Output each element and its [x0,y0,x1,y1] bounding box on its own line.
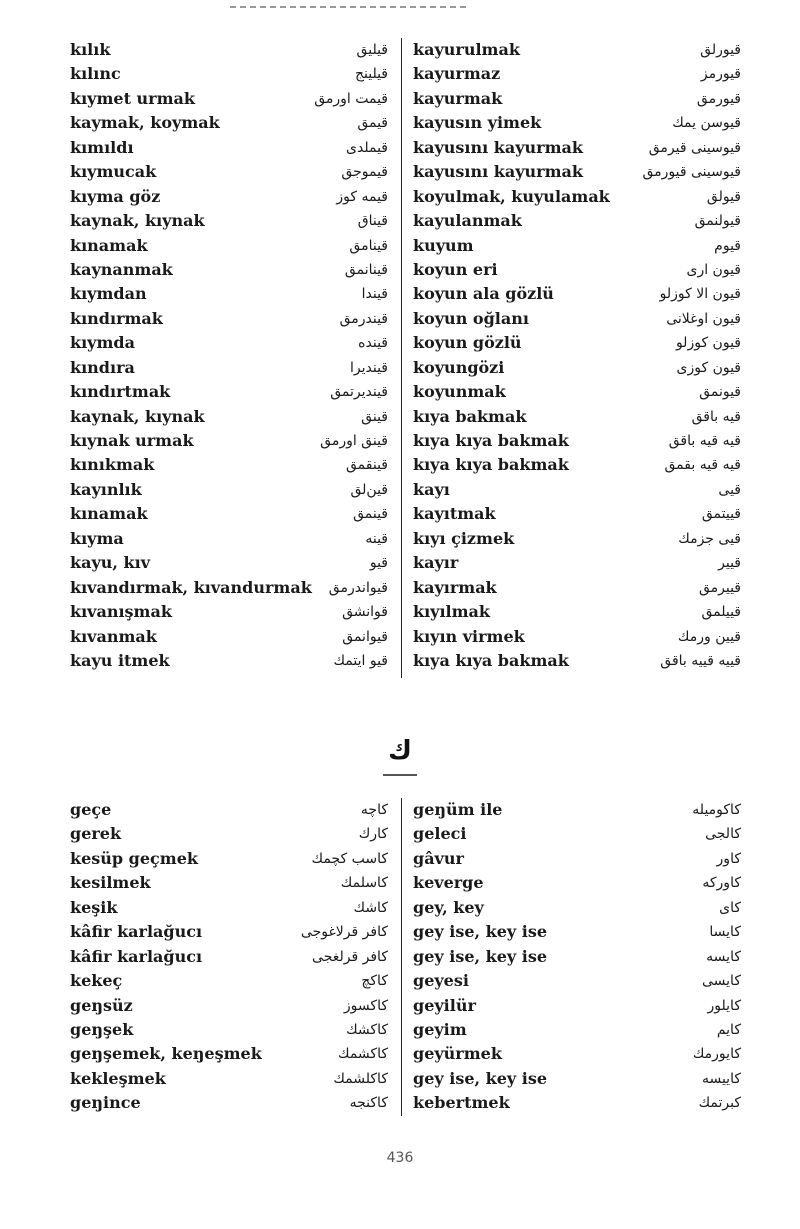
dictionary-entry [413,600,741,624]
dictionary-entry [70,871,388,895]
dictionary-entry [70,1091,388,1115]
entry-ottoman-script: قیولنمق [694,213,741,230]
dictionary-entry [70,945,388,969]
entry-transliteration: kındırtmak [70,382,171,402]
dictionary-entry [413,798,741,822]
dictionary-entry [413,896,741,920]
entry-transliteration: kayu itmek [70,650,170,670]
entry-ottoman-script: قین‌لق [350,481,388,498]
dictionary-entry [70,356,388,380]
entry-transliteration: kıvandırmak, kıvandurmak [70,577,312,597]
entry-ottoman-script: قیی [718,481,741,498]
dictionary-entry [70,502,388,526]
dictionary-entry [70,969,388,993]
entry-transliteration: kayurmak [413,88,503,108]
entry-ottoman-script: قیون اوغلانی [666,310,741,327]
entry-ottoman-script: قیه قیه بقمق [664,457,741,474]
entry-ottoman-script: قیورمز [700,66,741,83]
dictionary-entry [70,798,388,822]
entry-transliteration: kayurmaz [413,64,501,84]
entry-transliteration: kesilmek [70,873,151,893]
entry-transliteration: kayır [413,553,459,573]
dictionary-entry [413,1091,741,1115]
entry-transliteration: kayınlık [70,479,142,499]
entry-transliteration: geyilür [413,995,476,1015]
entry-ottoman-script: کافر قرلاغوجی [300,924,388,941]
entry-transliteration: gerek [70,824,122,844]
entry-ottoman-script: کالجی [705,826,741,843]
dictionary-entry [70,160,388,184]
entry-ottoman-script: کافر قرلغجی [312,948,388,965]
dictionary-entry [413,185,741,209]
entry-ottoman-script: قیوم [714,237,741,254]
column-divider [401,38,402,678]
entry-transliteration: kıymda [70,333,135,353]
entry-transliteration: koyunmak [413,382,506,402]
dictionary-entry [70,478,388,502]
dictionary-entry [413,405,741,429]
entry-ottoman-script: کایم [716,1021,741,1038]
entry-transliteration: geŋşek [70,1019,134,1039]
entry-transliteration: kındıra [70,357,135,377]
dictionary-entry [413,160,741,184]
dictionary-entry [413,527,741,551]
entry-transliteration: geŋince [70,1093,141,1113]
entry-transliteration: koyun oğlanı [413,308,529,328]
dictionary-entry [413,1042,741,1066]
entry-ottoman-script: قیولق [706,188,741,205]
dictionary-entry [70,380,388,404]
entry-ottoman-script: کاسب کچمك [311,850,388,867]
entry-ottoman-script: قیوانمق [342,628,388,645]
entry-ottoman-script: کایورمك [692,1046,741,1063]
entry-ottoman-script: قیون اری [686,261,741,278]
dictionary-entry [70,920,388,944]
entry-transliteration: kaynak, kıynak [70,406,205,426]
entry-ottoman-script: قیو [369,555,388,572]
entry-transliteration: kıyma [70,528,124,548]
top-rule [230,6,470,8]
entry-ottoman-script: قیو ایتمك [333,652,388,669]
dictionary-entry [413,945,741,969]
entry-transliteration: kıvanmak [70,626,157,646]
dictionary-entry [70,576,388,600]
dictionary-entry [70,38,388,62]
entry-transliteration: geŋsüz [70,995,133,1015]
entry-ottoman-script: کبرتمك [698,1095,741,1112]
entry-transliteration: kayulanmak [413,211,522,231]
entry-transliteration: geŋüm ile [413,800,503,819]
entry-ottoman-script: کاور [716,850,741,867]
entry-transliteration: kıya kıya bakmak [413,431,569,450]
entry-transliteration: kıynak urmak [70,431,194,450]
entry-transliteration: kayu, kıv [70,553,150,573]
entry-transliteration: kaymak, koymak [70,113,220,133]
entry-transliteration: kındırmak [70,308,163,328]
entry-transliteration: kıya bakmak [413,406,527,426]
dictionary-entry [70,282,388,306]
dictionary-entry [413,1018,741,1042]
entry-transliteration: kebertmek [413,1093,510,1113]
page-number: 436 [386,1150,414,1166]
entry-transliteration: kayusın yimek [413,113,542,133]
entry-ottoman-script: قیموجق [341,164,388,181]
entry-transliteration: gey ise, key ise [413,922,548,942]
dictionary-entry [413,307,741,331]
entry-transliteration: keverge [413,873,484,893]
entry-transliteration: kâfir karlağucı [70,946,203,966]
dictionary-entry [70,258,388,282]
entry-transliteration: geyim [413,1019,467,1039]
entry-transliteration: geyürmek [413,1044,502,1064]
dictionary-entry [413,209,741,233]
section-2-left-column [70,798,388,1116]
entry-ottoman-script: قیلینج [354,66,388,83]
entry-ottoman-script: قیندا [361,286,388,303]
entry-transliteration: kınamak [70,235,148,255]
entry-ottoman-script: قیی جزمك [678,530,741,547]
entry-transliteration: gey, key [413,897,484,917]
entry-transliteration: kıya kıya bakmak [413,455,569,475]
entry-ottoman-script: کاسلمك [340,875,388,892]
entry-ottoman-script: کایسی [702,973,741,990]
dictionary-entry [413,87,741,111]
entry-ottoman-script: کاییسه [701,1070,741,1087]
entry-ottoman-script: کاکشك [346,1021,388,1038]
entry-ottoman-script: کاکسوز [343,997,388,1014]
entry-ottoman-script: قیین ورمك [677,628,741,645]
entry-transliteration: kıymet urmak [70,88,195,108]
dictionary-entry [70,896,388,920]
entry-transliteration: kınıkmak [70,455,155,475]
section-1-right-column [413,38,741,673]
dictionary-entry [413,994,741,1018]
entry-ottoman-script: قینق اورمق [320,433,388,449]
dictionary-entry [70,62,388,86]
letter-heading: ك [0,736,800,766]
entry-transliteration: kayırmak [413,577,497,597]
entry-transliteration: geçe [70,800,112,819]
dictionary-entry [70,331,388,355]
entry-transliteration: kesüp geçmek [70,848,198,868]
entry-ottoman-script: قینامق [349,237,388,254]
entry-transliteration: kılık [70,40,111,59]
dictionary-entry [413,625,741,649]
entry-ottoman-script: کاکنجه [349,1095,388,1112]
entry-ottoman-script: قینقمق [346,457,388,474]
entry-ottoman-script: کاکچ [361,973,388,990]
dictionary-entry [413,282,741,306]
dictionary-entry [70,185,388,209]
entry-ottoman-script: قییتمق [701,506,741,523]
entry-ottoman-script: قیه باقق [691,408,741,425]
section-2-right-column [413,798,741,1116]
entry-ottoman-script: قینق [361,408,388,425]
entry-ottoman-script: کارك [358,826,388,843]
entry-ottoman-script: کاورکه [702,875,741,892]
section-1-left-column [70,38,388,673]
entry-transliteration: kayurulmak [413,40,520,59]
entry-transliteration: kuyum [413,235,474,255]
entry-transliteration: kaynanmak [70,259,173,279]
dictionary-entry [413,111,741,135]
dictionary-entry [70,429,388,453]
entry-transliteration: kaynak, kıynak [70,211,205,231]
dictionary-entry [413,380,741,404]
dictionary-entry [413,551,741,575]
dictionary-entry [70,209,388,233]
dictionary-entry [70,234,388,258]
entry-transliteration: kınamak [70,504,148,524]
dictionary-entry [413,502,741,526]
entry-ottoman-script: قیون الا کوزلو [659,286,741,303]
entry-ottoman-script: قینه [365,530,388,547]
dictionary-entry [413,234,741,258]
entry-ottoman-script: قیناق [357,213,388,230]
entry-transliteration: geŋşemek, keŋeşmek [70,1044,262,1064]
entry-ottoman-script: کای [719,899,741,916]
entry-transliteration: koyun eri [413,259,498,279]
dictionary-entry [70,453,388,477]
dictionary-entry [70,1067,388,1091]
entry-ottoman-script: قیندیرا [349,359,388,376]
dictionary-entry [413,822,741,846]
dictionary-entry [413,1067,741,1091]
entry-transliteration: geleci [413,824,467,844]
entry-transliteration: kayusını kayurmak [413,137,583,157]
entry-ottoman-script: قیه قیه باقق [668,433,741,449]
dictionary-entry [413,576,741,600]
entry-transliteration: kılınc [70,64,121,84]
entry-ottoman-script: قیلیق [356,42,388,58]
entry-ottoman-script: قینمق [353,506,388,523]
entry-ottoman-script: قیمت اورمق [314,90,388,107]
dictionary-entry [70,994,388,1018]
entry-ottoman-script: قیورلق [700,42,741,58]
dictionary-entry [413,331,741,355]
dictionary-entry [70,1018,388,1042]
entry-transliteration: koyungözi [413,357,505,377]
entry-ottoman-script: کاشك [353,899,388,916]
entry-transliteration: kıymucak [70,162,157,182]
dictionary-entry [70,649,388,673]
dictionary-entry [413,62,741,86]
dictionary-entry [413,649,741,673]
entry-transliteration: koyulmak, kuyulamak [413,186,610,206]
entry-transliteration: geyesi [413,971,469,991]
entry-ottoman-script: کاکشمك [338,1046,388,1063]
entry-ottoman-script: قیندرمق [339,310,388,327]
dictionary-entry [70,405,388,429]
entry-ottoman-script: قییه قییه باقق [660,652,741,669]
entry-ottoman-script: کاچه [360,802,388,818]
dictionary-entry [413,453,741,477]
entry-transliteration: kayusını kayurmak [413,162,583,182]
dictionary-entry [70,625,388,649]
entry-transliteration: kıyı çizmek [413,528,515,548]
entry-transliteration: kayıtmak [413,504,496,524]
entry-ottoman-script: قیواندرمق [328,579,388,596]
entry-ottoman-script: کایسا [709,924,741,941]
dictionary-entry [413,429,741,453]
dictionary-entry [413,478,741,502]
entry-transliteration: gey ise, key ise [413,946,548,966]
entry-transliteration: kıvanışmak [70,602,172,622]
entry-ottoman-script: کاکلشمك [333,1070,388,1087]
dictionary-entry [70,527,388,551]
entry-transliteration: kekleşmek [70,1068,166,1088]
entry-transliteration: kekeç [70,971,123,991]
entry-transliteration: kayı [413,479,450,499]
dictionary-entry [70,307,388,331]
entry-ottoman-script: قیمه کوز [336,188,388,205]
entry-transliteration: kıyılmak [413,602,490,622]
entry-ottoman-script: قینانمق [344,261,388,278]
entry-ottoman-script: قییلمق [701,604,741,621]
dictionary-entry [413,920,741,944]
dictionary-entry [413,871,741,895]
entry-transliteration: kıya kıya bakmak [413,650,569,670]
dictionary-entry [70,551,388,575]
dictionary-entry [413,847,741,871]
dictionary-entry [70,822,388,846]
dictionary-entry [413,258,741,282]
entry-ottoman-script: قیون کوزلو [675,335,741,352]
entry-ottoman-script: قیمق [357,115,388,132]
dictionary-entry [413,136,741,160]
entry-ottoman-script: کایسه [706,948,741,965]
dictionary-entry [413,356,741,380]
dictionary-entry [70,111,388,135]
entry-ottoman-script: قیورمق [696,90,741,107]
entry-ottoman-script: قییر [718,555,741,572]
entry-transliteration: kıyma göz [70,186,161,206]
entry-ottoman-script: قیون کوزی [676,359,741,376]
dictionary-entry [413,38,741,62]
entry-transliteration: kıyın virmek [413,626,525,646]
entry-ottoman-script: قییرمق [698,579,741,596]
entry-ottoman-script: قیملدی [346,139,388,156]
entry-transliteration: koyun gözlü [413,333,522,353]
dictionary-entry [70,1042,388,1066]
entry-transliteration: koyun ala gözlü [413,284,554,304]
dictionary-entry [70,847,388,871]
entry-ottoman-script: قیندیرتمق [330,384,388,401]
entry-ottoman-script: قیونمق [699,384,741,401]
entry-transliteration: keşik [70,897,118,917]
dictionary-entry [413,969,741,993]
dictionary-entry [70,136,388,160]
entry-transliteration: kımıldı [70,137,134,157]
entry-transliteration: gâvur [413,848,464,868]
column-divider [401,798,402,1116]
dictionary-entry [70,600,388,624]
dictionary-entry [70,87,388,111]
entry-transliteration: kâfir karlağucı [70,922,203,942]
entry-ottoman-script: قوانشق [342,604,388,621]
entry-ottoman-script: قیوسینی قیورمق [642,164,741,181]
entry-transliteration: kıymdan [70,284,147,304]
entry-ottoman-script: کایلور [707,997,741,1014]
entry-ottoman-script: کاکومیله [692,802,741,818]
entry-ottoman-script: قیوسینی قیرمق [648,139,741,156]
entry-ottoman-script: قیوسن یمك [672,115,741,132]
entry-transliteration: gey ise, key ise [413,1068,548,1088]
entry-ottoman-script: قینده [358,335,388,352]
